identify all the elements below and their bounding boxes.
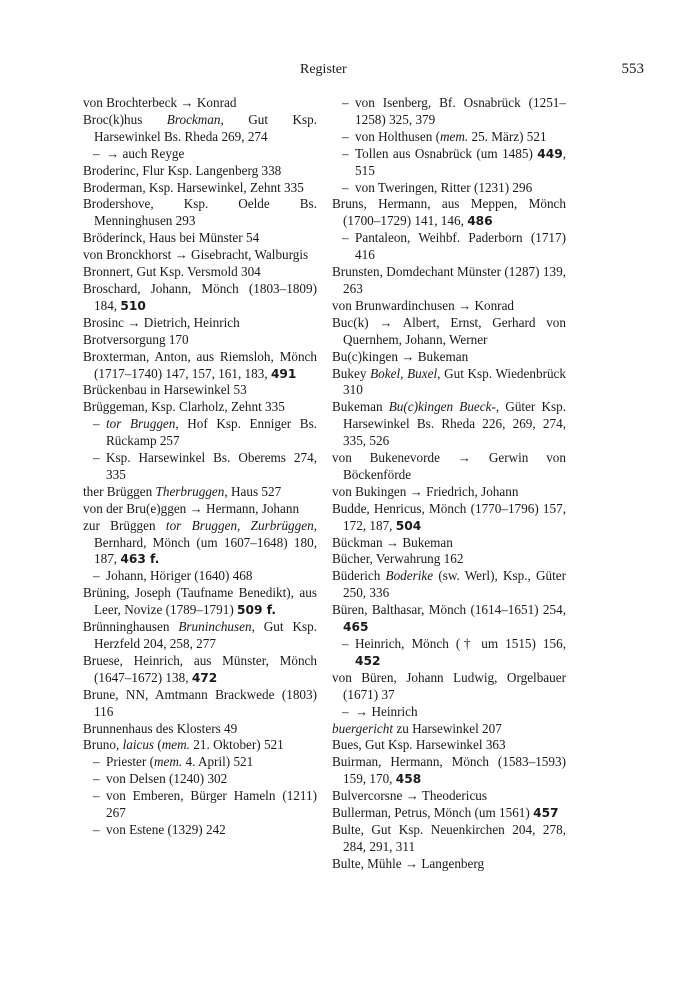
entry-text: Ksp. Harsewinkel Bs. Oberems 274, 335 <box>106 450 317 482</box>
italic-text: mem. <box>439 128 469 144</box>
entry-text: Bulte, Gut Ksp. Neuenkirchen 204, 278, 284, 291, 311 <box>332 821 566 854</box>
entry-text: Broc(k)hus <box>83 111 167 127</box>
entry-text: von der Bru(e)ggen → Hermann, Johann <box>83 500 300 516</box>
index-entry <box>83 332 317 349</box>
index-entry <box>332 602 566 636</box>
index-subentry <box>332 146 566 180</box>
index-subentry <box>83 822 317 839</box>
entry-text: Büren, Balthasar, Mönch (1614–1651) 254, <box>332 602 566 618</box>
entry-text: → auch Reyge <box>106 145 185 161</box>
entry-text: 4. April) 521 <box>182 754 254 770</box>
index-entry <box>83 484 317 501</box>
italic-text: mem. <box>153 754 183 770</box>
index-entry <box>332 737 566 754</box>
main-reference: 491 <box>270 366 297 381</box>
italic-text: tor Bruggen <box>106 416 176 432</box>
italic-text: buergericht <box>332 720 394 736</box>
index-entry <box>332 196 566 230</box>
main-reference: 465 <box>343 620 369 635</box>
index-subentry <box>83 146 317 163</box>
index-entry <box>332 551 566 568</box>
index-subentry <box>332 230 566 264</box>
index-entry <box>83 230 317 247</box>
index-entry <box>83 196 317 230</box>
index-entry <box>332 670 566 704</box>
index-entry <box>83 315 317 332</box>
index-entry <box>83 653 317 687</box>
main-reference: 452 <box>355 653 381 668</box>
entry-text: , Güter Ksp. Harsewinkel Bs. Rheda 226, 269, 274, 335, 526 <box>343 399 566 449</box>
index-subentry <box>332 95 566 129</box>
entry-text: Bücher, Verwahrung 162 <box>332 551 464 567</box>
entry-text: von Bronckhorst → Gisebracht, Walburgis <box>83 247 309 263</box>
entry-text: zu Harsewinkel 207 <box>393 720 502 736</box>
page-number: 553 <box>621 61 644 77</box>
entry-text: Brünninghausen <box>83 619 179 635</box>
index-entry <box>332 349 566 366</box>
index-entry <box>83 619 317 653</box>
entry-text: 25. März) 521 <box>468 128 547 144</box>
index-entry <box>83 95 317 112</box>
italic-text: Therbruggen <box>155 483 225 499</box>
entry-text: , <box>400 365 408 381</box>
entry-text: Bruno, <box>83 737 123 753</box>
entry-text: Broxterman, Anton, aus Riemsloh, Mönch (1717–1740) 147, 157, 161, 183, <box>83 348 317 381</box>
entry-text: , Gut Ksp. Harsewinkel Bs. Rheda 269, 274 <box>94 111 317 144</box>
entry-text: Bruns, Hermann, aus Meppen, Mönch (1700–1729) 141, 146, <box>332 196 566 229</box>
main-reference: 510 <box>120 298 146 313</box>
index-entry <box>83 585 317 619</box>
entry-text: von Estene (1329) 242 <box>106 821 226 837</box>
index-entry <box>332 754 566 788</box>
index-entry <box>332 399 566 450</box>
entry-text: Bues, Gut Ksp. Harsewinkel 363 <box>332 737 506 753</box>
index-subentry <box>83 788 317 822</box>
index-entry <box>83 163 317 180</box>
subentry-dash: – <box>93 450 100 466</box>
entry-text: Broderinc, Flur Ksp. Langenberg 338 <box>83 162 282 178</box>
index-entry <box>332 264 566 298</box>
entry-text: Brüning, Joseph (Taufname Benedikt), aus Leer, Novize (1789–1791) <box>83 585 317 618</box>
entry-text: Brodershove, Ksp. Oelde Bs. Menninghusen 293 <box>83 196 317 229</box>
index-subentry <box>332 704 566 721</box>
entry-text: Budde, Henricus, Mönch (1770–1796) 157, 172, 187, <box>332 500 566 533</box>
index-subentry <box>332 180 566 197</box>
index-entry <box>332 788 566 805</box>
entry-text: Bruese, Heinrich, aus Münster, Mönch (1647–1672) 138, <box>83 652 317 685</box>
italic-text: Boderike <box>385 568 434 584</box>
entry-text: Brückenbau in Harsewinkel 53 <box>83 382 247 398</box>
index-entry <box>83 112 317 146</box>
entry-text: Johann, Höriger (1640) 468 <box>106 568 253 584</box>
main-reference: 457 <box>533 806 559 821</box>
entry-text: von Bukingen → Friedrich, Johann <box>332 483 519 499</box>
entry-text: Brosinc → Dietrich, Heinrich <box>83 314 240 330</box>
entry-text: Broderman, Ksp. Harsewinkel, Zehnt 335 <box>83 179 304 195</box>
subentry-dash: – <box>342 179 349 195</box>
index-entry <box>83 349 317 383</box>
subentry-dash: – <box>342 145 349 161</box>
index-subentry <box>83 771 317 788</box>
index-entry <box>83 281 317 315</box>
index-entry <box>332 805 566 822</box>
italic-text: tor Bruggen, Zurbrüggen <box>165 517 314 533</box>
entry-text: ( <box>154 737 162 753</box>
subentry-dash: – <box>342 128 349 144</box>
entry-text: zur Brüggen <box>83 517 166 533</box>
italic-text: Bruninchusen <box>178 619 252 635</box>
entry-text: von Delsen (1240) 302 <box>106 771 228 787</box>
italic-text: Brockman <box>166 111 221 127</box>
index-entry <box>83 247 317 264</box>
index-entry <box>332 822 566 856</box>
main-reference: 458 <box>395 772 422 787</box>
entry-text: , Bernhard, Mönch (um 1607–1648) 180, 187, <box>94 517 317 567</box>
index-subentry <box>332 636 566 670</box>
italic-text: Bu(c)kingen Bueck- <box>388 399 496 415</box>
subentry-dash: – <box>342 703 349 719</box>
italic-text: laicus <box>122 737 155 753</box>
entry-text: Brotversorgung 170 <box>83 331 189 347</box>
index-entry <box>83 737 317 754</box>
entry-text: ther Brüggen <box>83 483 156 499</box>
index-entry <box>83 518 317 569</box>
entry-text: Bröderinck, Haus bei Münster 54 <box>83 230 260 246</box>
entry-text: Priester ( <box>106 754 154 770</box>
italic-text: Buxel <box>407 365 438 381</box>
main-reference: 509 f. <box>237 603 276 618</box>
entry-text: Heinrich, Mönch († um 1515) 156, <box>355 636 566 651</box>
italic-text: mem. <box>161 737 190 753</box>
entry-text: von Isenberg, Bf. Osnabrück (1251–1258) 325, 379 <box>355 95 566 127</box>
subentry-dash: – <box>93 788 100 804</box>
index-column-left <box>83 95 317 839</box>
index-entry <box>332 315 566 349</box>
index-entry <box>332 721 566 738</box>
main-reference: 449 <box>537 146 563 161</box>
entry-text: Tollen aus Osnabrück (um 1485) <box>355 145 538 161</box>
entry-text: Bückman → Bukeman <box>332 534 453 550</box>
subentry-dash: – <box>342 95 349 110</box>
entry-text: von Brochterbeck → Konrad <box>83 95 237 110</box>
index-entry <box>332 366 566 400</box>
index-column-right <box>332 95 566 873</box>
entry-text: Büderich <box>332 568 386 584</box>
subentry-dash: – <box>93 568 100 584</box>
entry-text: Broschard, Johann, Mönch (1803–1809) 184, <box>83 280 317 313</box>
subentry-dash: – <box>93 821 100 837</box>
entry-text: Pantaleon, Weihbf. Paderborn (1717) 416 <box>355 230 566 263</box>
index-entry <box>83 399 317 416</box>
running-head-title: Register <box>300 62 347 77</box>
entry-text: Bukey <box>332 365 371 381</box>
entry-text: Brune, NN, Amtmann Brackwede (1803) 116 <box>83 686 317 719</box>
entry-text: Buirman, Hermann, Mönch (1583–1593) 159, 170, <box>332 754 566 787</box>
entry-text: von Tweringen, Ritter (1231) 296 <box>355 179 533 195</box>
entry-text: , 515 <box>355 145 566 178</box>
subentry-dash: – <box>93 754 100 770</box>
index-entry <box>332 501 566 535</box>
index-subentry <box>83 416 317 450</box>
entry-text: Bronnert, Gut Ksp. Versmold 304 <box>83 264 261 280</box>
entry-text: , Gut Ksp. Wiedenbrück 310 <box>343 365 567 398</box>
entry-text: , Haus 527 <box>224 483 282 499</box>
entry-text: Brüggeman, Ksp. Clarholz, Zehnt 335 <box>83 399 285 415</box>
index-subentry <box>83 568 317 585</box>
main-reference: 486 <box>467 214 493 229</box>
index-subentry <box>332 129 566 146</box>
entry-text: von Holthusen ( <box>355 128 440 144</box>
subentry-dash: – <box>93 145 100 161</box>
entry-text: 21. Oktober) 521 <box>189 737 284 753</box>
index-entry <box>83 180 317 197</box>
index-subentry <box>83 450 317 484</box>
entry-text: von Bukenevorde → Gerwin von Böckenförde <box>332 450 566 482</box>
subentry-dash: – <box>342 230 349 246</box>
entry-text: Brunsten, Domdechant Münster (1287) 139, 263 <box>332 264 566 296</box>
index-entry <box>83 264 317 281</box>
index-entry <box>332 856 566 873</box>
entry-text: Brunnenhaus des Klosters 49 <box>83 720 238 736</box>
index-entry <box>332 450 566 484</box>
entry-text: Bu(c)kingen → Bukeman <box>332 348 469 364</box>
entry-text: Bulvercorsne → Theodericus <box>332 788 488 804</box>
entry-text: Buc(k) → Albert, Ernst, Gerhard von Quernhem, Johann, Werner <box>332 314 566 347</box>
index-entry <box>332 298 566 315</box>
index-entry <box>83 721 317 738</box>
index-entry <box>83 382 317 399</box>
entry-text: (sw. Werl), Ksp., Güter 250, 336 <box>343 568 566 601</box>
entry-text: von Emberen, Bürger Hameln (1211) 267 <box>106 788 317 821</box>
entry-text: Bullerman, Petrus, Mönch (um 1561) <box>332 805 534 821</box>
entry-text: Bukeman <box>332 399 389 415</box>
index-entry <box>332 484 566 501</box>
index-entry <box>332 568 566 602</box>
entry-text: , Hof Ksp. Enniger Bs. Rückamp 257 <box>106 416 318 449</box>
subentry-dash: – <box>93 771 100 787</box>
index-entry <box>332 535 566 552</box>
subentry-dash: – <box>342 636 349 651</box>
index-entry <box>83 501 317 518</box>
main-reference: 504 <box>395 518 422 533</box>
italic-text: Bokel <box>370 365 401 381</box>
entry-text: von Büren, Johann Ludwig, Orgelbauer (1671) 37 <box>332 669 566 702</box>
subentry-dash: – <box>93 416 100 432</box>
entry-text: Bulte, Mühle → Langenberg <box>332 855 485 871</box>
main-reference: 463 f. <box>120 552 160 567</box>
entry-text: von Brunwardinchusen → Konrad <box>332 297 515 313</box>
main-reference: 472 <box>191 670 218 685</box>
entry-text: → Heinrich <box>355 703 418 719</box>
entry-text: , Gut Ksp. Herzfeld 204, 258, 277 <box>94 619 317 651</box>
index-subentry <box>83 754 317 771</box>
running-head <box>0 61 644 81</box>
index-entry <box>83 687 317 721</box>
